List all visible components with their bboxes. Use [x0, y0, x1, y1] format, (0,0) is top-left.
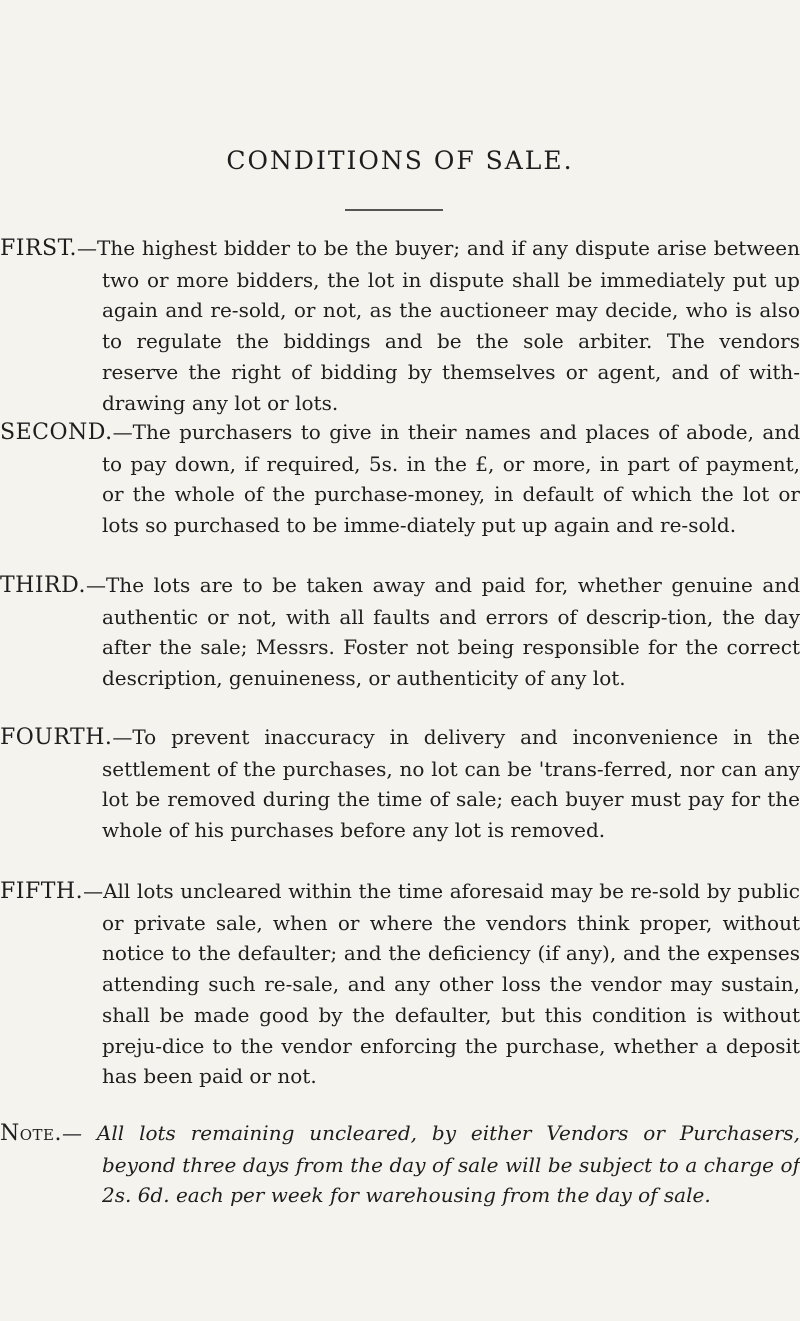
- condition-heading: FIFTH.: [0, 879, 84, 904]
- condition-text: —The purchasers to give in their names and places of abode, and to pay down, if required, 5s. in the £, or more, in part of payment, or the whole of the purchase-money, in default of which the lot or lots so purchased to be imme-diately put up again and re-sold.: [102, 420, 800, 538]
- condition-heading: FIRST.: [0, 236, 78, 261]
- condition-text: —The lots are to be taken away and paid for, whether genuine and authentic or not, with all faults and errors of descrip-tion, the day after the sale; Messrs. Foster not being responsible for the correct description, genuineness, or authenticity of any lot.: [85, 573, 800, 691]
- condition-second: [0, 417, 800, 541]
- note-text: — All lots remaining uncleared, by either Vendors or Purchasers, beyond three days from the day of sale will be subject to a charge of 2s. 6d. each per week for warehousing from the day of sale.: [62, 1121, 800, 1208]
- page-title: CONDITIONS OF SALE.: [226, 146, 574, 175]
- title-rule: [345, 209, 443, 211]
- condition-heading: FOURTH.: [0, 725, 113, 750]
- condition-heading: THIRD.: [0, 573, 86, 598]
- condition-heading: SECOND.: [0, 420, 113, 445]
- condition-fourth: [0, 722, 800, 846]
- condition-text: —To prevent inaccuracy in delivery and inconvenience in the settlement of the purchases, no lot can be 'trans-ferred, nor can any lot be removed during the time of sale; each buyer must pay for the whole of his purchases before any lot is removed.: [102, 725, 800, 843]
- condition-first: [0, 233, 800, 418]
- condition-text: —All lots uncleared within the time aforesaid may be re-sold by public or private sale, when or where the vendors think proper, without notice to the defaulter; and the deficiency (if any), and the expenses attending such re-sale, and any other loss the vendor may sustain, shall be made good by the defaulter, but this condition is without preju-dice to the vendor enforcing the purchase, whether a deposit has been paid or not.: [83, 879, 800, 1089]
- condition-fifth: [0, 876, 800, 1092]
- condition-text: —The highest bidder to be the buyer; and if any dispute arise between two or more bidders, the lot in dispute shall be immediately put up again and re-sold, or not, as the auctioneer may decide, who is also to regulate the biddings and be the sole arbiter. The vendors reserve the right of bidding by themselves or agent, and of with-drawing any lot or lots.: [77, 236, 800, 415]
- condition-third: [0, 570, 800, 694]
- note: [0, 1118, 800, 1211]
- note-heading: Note.: [0, 1121, 62, 1146]
